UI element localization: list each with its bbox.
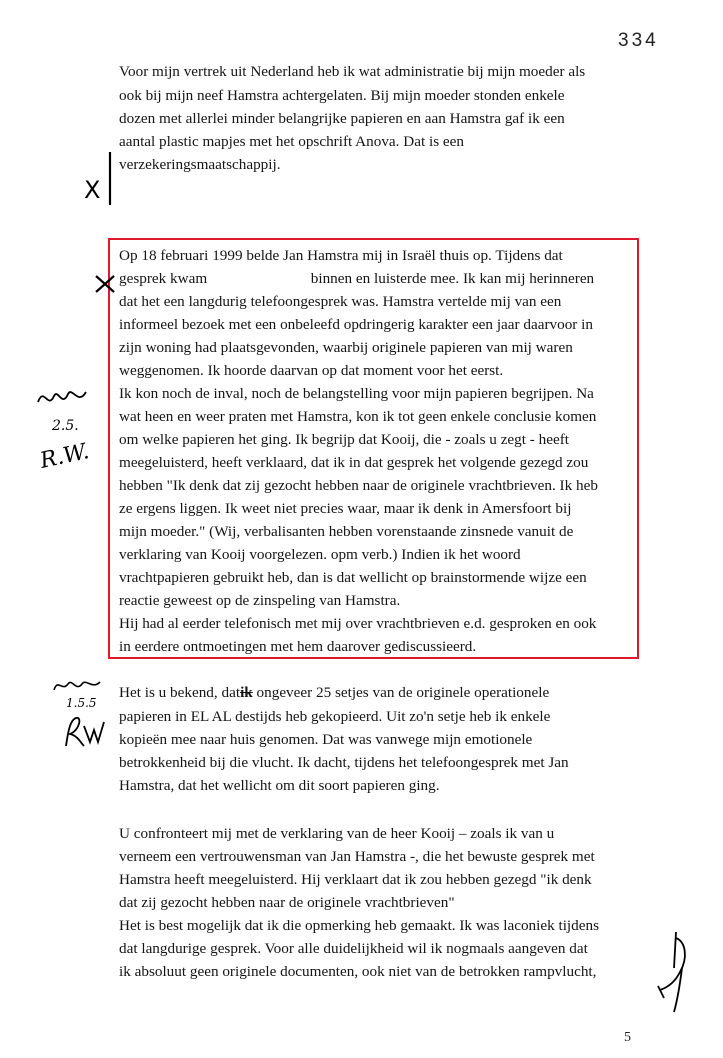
- text-line: dozen met allerlei minder belangrijke papieren en aan Hamstra gaf ik een: [119, 110, 565, 127]
- text-line: ze ergens liggen. Ik weet niet precies waar, maar ik denk in Amersfoort bij: [119, 500, 572, 517]
- text-line: ook bij mijn neef Hamstra achtergelaten. Bij mijn moeder stonden enkele: [119, 87, 565, 104]
- text-line: meegeluisterd, heeft verklaard, dat ik in dat gesprek het volgende gezegd zou: [119, 454, 589, 471]
- text-line: papieren in EL AL destijds heb gekopieerd. Uit zo'n setje heb ik enkele: [119, 708, 551, 725]
- redacted-name: [211, 273, 307, 287]
- text-line: vrachtpapieren gebruikt heb, dan is dat wellicht op brainstormende wijze een: [119, 569, 587, 586]
- text-line: om welke papieren het ging. Ik begrijp dat Kooij, die - zoals u zegt - heeft: [119, 431, 569, 448]
- margin-cross-mark: [92, 272, 122, 296]
- signature-scribble: [646, 928, 696, 1018]
- text-line: verklaring van Kooij voorgelezen. opm verb.) Indien ik het woord: [119, 546, 521, 563]
- text-line: verneem een vertrouwensman van Jan Hamstra -, die het bewuste gesprek met: [119, 848, 595, 865]
- text-line: Ik kon noch de inval, noch de belangstelling voor mijn papieren begrijpen. Na: [119, 385, 594, 402]
- text-line: Voor mijn vertrek uit Nederland heb ik wat administratie bij mijn moeder als: [119, 63, 586, 80]
- handwritten-date-2: 1.5.5: [66, 696, 97, 710]
- text-line: in eerdere ontmoetingen met hem daarover gediscussieerd.: [119, 638, 477, 655]
- text-line: Hamstra heeft meegeluisterd. Hij verklaart dat ik zou hebben gezegd "ik denk: [119, 871, 592, 888]
- text-line-with-redaction: [119, 267, 594, 290]
- text-line: mijn moeder." (Wij, verbalisanten hebben vorenstaande zinsnede vanuit de: [119, 523, 574, 540]
- text-line: Op 18 februari 1999 belde Jan Hamstra mij in Israël thuis op. Tijdens dat: [119, 247, 563, 264]
- struck-text: ik: [240, 684, 253, 701]
- handwritten-initials-2: [60, 712, 110, 752]
- text-line: weggenomen. Ik hoorde daarvan op dat moment voor het eerst.: [119, 362, 504, 379]
- text-line: reactie geweest op de zinspeling van Hamstra.: [119, 592, 401, 609]
- text-line: ik absoluut geen originele documenten, ook niet van de betrokken rampvlucht,: [119, 963, 597, 980]
- text-line: kopieën mee naar huis genomen. Dat was vanwege mijn emotionele: [119, 731, 533, 748]
- page-number-bottom: 5: [624, 1030, 631, 1045]
- text-line: Hij had al eerder telefonisch met mij over vrachtbrieven e.d. gesproken en ook: [119, 615, 597, 632]
- margin-bracket-mark: [100, 150, 120, 210]
- text-line: Hamstra, dat het wellicht om dit soort papieren ging.: [119, 777, 440, 794]
- text-line: U confronteert mij met de verklaring van de heer Kooij – zoals ik van u: [119, 825, 555, 842]
- handwritten-scribble-2: [50, 676, 106, 696]
- text-segment: Het is u bekend, dat: [119, 684, 241, 701]
- text-segment: binnen en luisterde mee. Ik kan mij herinneren: [310, 270, 595, 287]
- margin-x-mark: X: [84, 176, 101, 204]
- text-line: wat heen en weer praten met Hamstra, kon ik tot geen enkele conclusie komen: [119, 408, 597, 425]
- text-line: Het is best mogelijk dat ik die opmerking heb gemaakt. Ik was laconiek tijdens: [119, 917, 599, 934]
- text-line: aantal plastic mapjes met het opschrift Anova. Dat is een: [119, 133, 464, 150]
- text-line: dat het een langdurig telefoongesprek was. Hamstra vertelde mij van een: [119, 293, 562, 310]
- handwritten-date-1: 2.5.: [52, 418, 79, 434]
- text-segment: gesprek kwam: [119, 270, 208, 287]
- text-segment: ongeveer 25 setjes van de originele operationele: [252, 684, 550, 701]
- text-line: dat langdurige gesprek. Voor alle duidelijkheid wil ik nogmaals aangeven dat: [119, 940, 588, 957]
- text-line: hebben "Ik denk dat zij gezocht hebben naar de originele vrachtbrieven. Ik heb: [119, 477, 598, 494]
- text-line: dat zij gezocht hebben naar de originele vrachtbrieven": [119, 894, 455, 911]
- handwritten-initials-1: R.W.: [37, 439, 92, 474]
- handwritten-scribble-1: [34, 380, 94, 416]
- text-line: informeel bezoek met een onbeleefd opdringerig karakter een jaar daarvoor in: [119, 316, 593, 333]
- text-line: zijn woning had plaatsgevonden, waarbij originele papieren van mij waren: [119, 339, 573, 356]
- text-line: verzekeringsmaatschappij.: [119, 156, 281, 173]
- page-number-top: 334: [618, 30, 659, 51]
- text-line: betrokkenheid bij die vlucht. Ik dacht, tijdens het telefoongesprek met Jan: [119, 754, 569, 771]
- text-line-with-strike: [119, 681, 549, 704]
